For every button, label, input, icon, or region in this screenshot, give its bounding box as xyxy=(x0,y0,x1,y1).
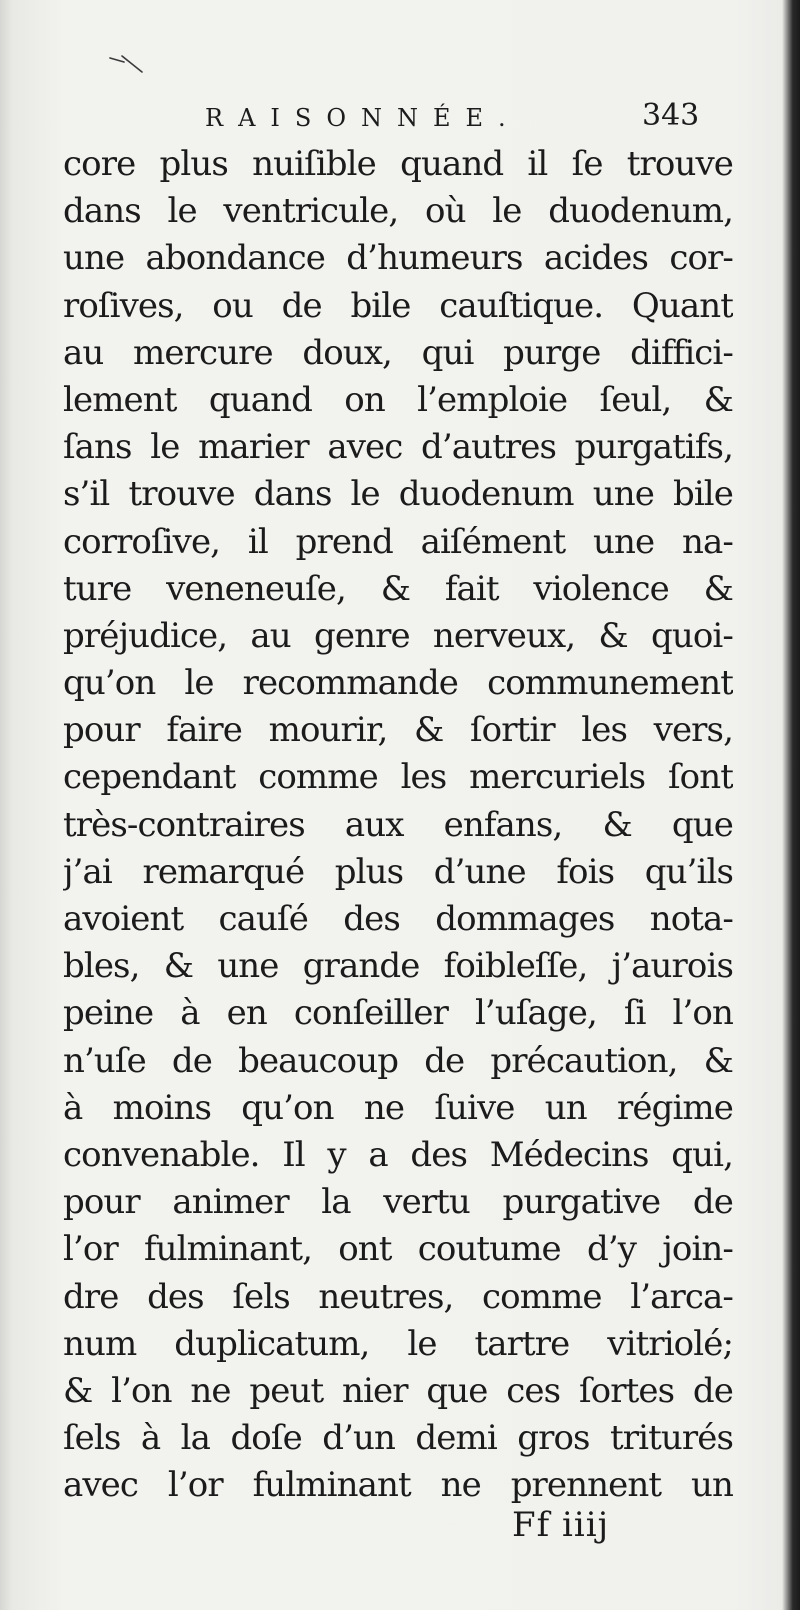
text-line: au mercure doux, qui purge diffici- xyxy=(63,332,733,373)
page-number: 343 xyxy=(642,98,700,133)
text-line: à moins qu’on ne ſuive un régime xyxy=(63,1087,733,1128)
text-line: roſives, ou de bile cauſtique. Quant xyxy=(63,285,733,326)
text-line: bles, & une grande foibleſſe, j’aurois xyxy=(63,946,733,987)
text-line: ture veneneuſe, & fait violence & xyxy=(63,568,733,609)
text-line: s’il trouve dans le duodenum une bile xyxy=(63,474,733,515)
text-line: n’uſe de beaucoup de précaution, & xyxy=(63,1040,733,1081)
text-line: & l’on ne peut nier que ces ſortes de xyxy=(63,1370,733,1411)
text-line: peine à en conſeiller l’uſage, ſi l’on xyxy=(63,993,733,1034)
signature-mark: Ff iiij xyxy=(512,1505,610,1545)
text-line: pour animer la vertu purgative de xyxy=(63,1182,733,1223)
text-line: core plus nuiſible quand il ſe trouve xyxy=(63,144,733,184)
text-line: num duplicatum, le tartre vitriolé; xyxy=(63,1323,733,1364)
body-text xyxy=(63,141,733,1509)
text-line: une abondance d’humeurs acides cor- xyxy=(63,238,733,279)
text-line: dans le ventricule, où le duodenum, xyxy=(63,191,733,232)
text-line: convenable. Il y a des Médecins qui, xyxy=(63,1134,733,1175)
text-line: pour faire mourir, & ſortir les vers, xyxy=(63,710,733,751)
ink-mark-icon xyxy=(108,52,144,74)
text-line: ſans le marier avec d’autres purgatifs, xyxy=(63,427,733,468)
page-header xyxy=(0,100,800,140)
text-line: dre des ſels neutres, comme l’arca- xyxy=(63,1276,733,1317)
text-line: qu’on le recommande communement xyxy=(63,663,733,704)
text-line: l’or fulminant, ont coutume d’y join- xyxy=(63,1229,733,1270)
text-line: avoient cauſé des dommages nota- xyxy=(63,899,733,939)
page-edge-shadow xyxy=(782,0,800,1610)
text-line: préjudice, au genre nerveux, & quoi- xyxy=(63,615,733,656)
text-line: corroſive, il prend aiſément une na- xyxy=(63,521,733,562)
text-line: ſels à la doſe d’un demi gros triturés xyxy=(63,1418,733,1459)
text-line: lement quand on l’emploie ſeul, & xyxy=(63,379,733,420)
text-line: cependant comme les mercuriels ſont xyxy=(63,757,733,798)
text-line: avec l’or fulminant ne prennent un xyxy=(63,1465,733,1506)
text-line: j’ai remarqué plus d’une fois qu’ils xyxy=(63,851,733,892)
page-gutter-shadow xyxy=(0,0,12,1610)
running-title: RAISONNÉE. xyxy=(205,104,521,132)
text-line: très-contraires aux enfans, & que xyxy=(63,804,733,845)
